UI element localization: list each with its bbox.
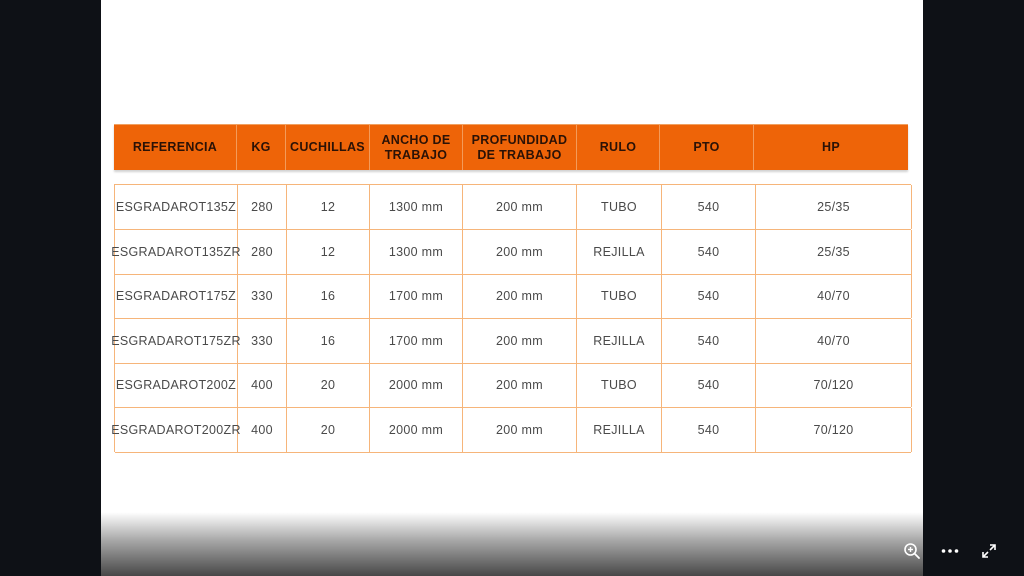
cell-profundidad: 200 mm — [463, 274, 577, 318]
cell-profundidad: 200 mm — [463, 230, 577, 274]
cell-pto: 540 — [662, 363, 756, 407]
cell-ancho: 1300 mm — [370, 185, 463, 229]
cell-referencia: ESGRADAROT200ZR — [115, 408, 238, 452]
slide — [101, 0, 923, 576]
cell-cuchillas: 20 — [287, 363, 370, 407]
cell-referencia: ESGRADAROT135Z — [115, 185, 238, 229]
cell-pto: 540 — [662, 185, 756, 229]
cell-rulo: REJILLA — [577, 230, 662, 274]
cell-cuchillas: 12 — [287, 185, 370, 229]
cell-ancho: 2000 mm — [370, 363, 463, 407]
table-row — [115, 274, 911, 319]
cell-rulo: TUBO — [577, 274, 662, 318]
cell-kg: 280 — [238, 185, 287, 229]
cell-profundidad: 200 mm — [463, 185, 577, 229]
cell-referencia: ESGRADAROT135ZR — [115, 230, 238, 274]
table-row — [115, 363, 911, 408]
table-row — [115, 185, 911, 230]
cell-ancho: 1700 mm — [370, 319, 463, 363]
cell-pto: 540 — [662, 230, 756, 274]
cell-pto: 540 — [662, 274, 756, 318]
cell-rulo: TUBO — [577, 185, 662, 229]
cell-hp: 70/120 — [756, 363, 912, 407]
table-row — [111, 408, 911, 453]
header-profundidad-de-trabajo: PROFUNDIDAD DE TRABAJO — [471, 132, 568, 162]
table-row — [111, 230, 911, 275]
cell-rulo: REJILLA — [577, 408, 662, 452]
header-kg: KG — [251, 140, 271, 154]
zoom-in-icon[interactable] — [899, 538, 923, 564]
cell-ancho: 1700 mm — [370, 274, 463, 318]
cell-pto: 540 — [662, 319, 756, 363]
header-pto: PTO — [693, 140, 720, 154]
header-ancho-de-trabajo: ANCHO DE TRABAJO — [381, 132, 451, 162]
media-viewer — [101, 0, 923, 576]
header-rulo: RULO — [599, 140, 637, 154]
cell-hp: 25/35 — [756, 185, 912, 229]
fullscreen-icon[interactable] — [976, 538, 1002, 564]
table-row — [111, 319, 911, 364]
cell-ancho: 1300 mm — [370, 230, 463, 274]
cell-referencia: ESGRADAROT175ZR — [115, 319, 238, 363]
cell-hp: 25/35 — [756, 230, 912, 274]
cell-pto: 540 — [662, 408, 756, 452]
cell-kg: 280 — [238, 230, 287, 274]
bottom-shade — [101, 512, 923, 576]
header-hp: HP — [822, 140, 840, 154]
table-body — [111, 184, 911, 452]
cell-referencia: ESGRADAROT175Z — [115, 274, 238, 318]
cell-ancho: 2000 mm — [370, 408, 463, 452]
cell-cuchillas: 16 — [287, 274, 370, 318]
cell-kg: 400 — [238, 363, 287, 407]
cell-kg: 400 — [238, 408, 287, 452]
cell-rulo: TUBO — [577, 363, 662, 407]
more-options-icon[interactable] — [937, 538, 963, 564]
cell-kg: 330 — [238, 274, 287, 318]
cell-profundidad: 200 mm — [463, 319, 577, 363]
cell-profundidad: 200 mm — [463, 363, 577, 407]
cell-cuchillas: 16 — [287, 319, 370, 363]
cell-hp: 70/120 — [756, 408, 912, 452]
cell-rulo: REJILLA — [577, 319, 662, 363]
cell-cuchillas: 20 — [287, 408, 370, 452]
cell-hp: 40/70 — [756, 319, 912, 363]
cell-kg: 330 — [238, 319, 287, 363]
cell-referencia: ESGRADAROT200Z — [115, 363, 238, 407]
cell-hp: 40/70 — [756, 274, 912, 318]
header-referencia: REFERENCIA — [132, 140, 218, 154]
table-header — [114, 124, 908, 170]
cell-cuchillas: 12 — [287, 230, 370, 274]
cell-profundidad: 200 mm — [463, 408, 577, 452]
header-cuchillas: CUCHILLAS — [290, 140, 365, 154]
